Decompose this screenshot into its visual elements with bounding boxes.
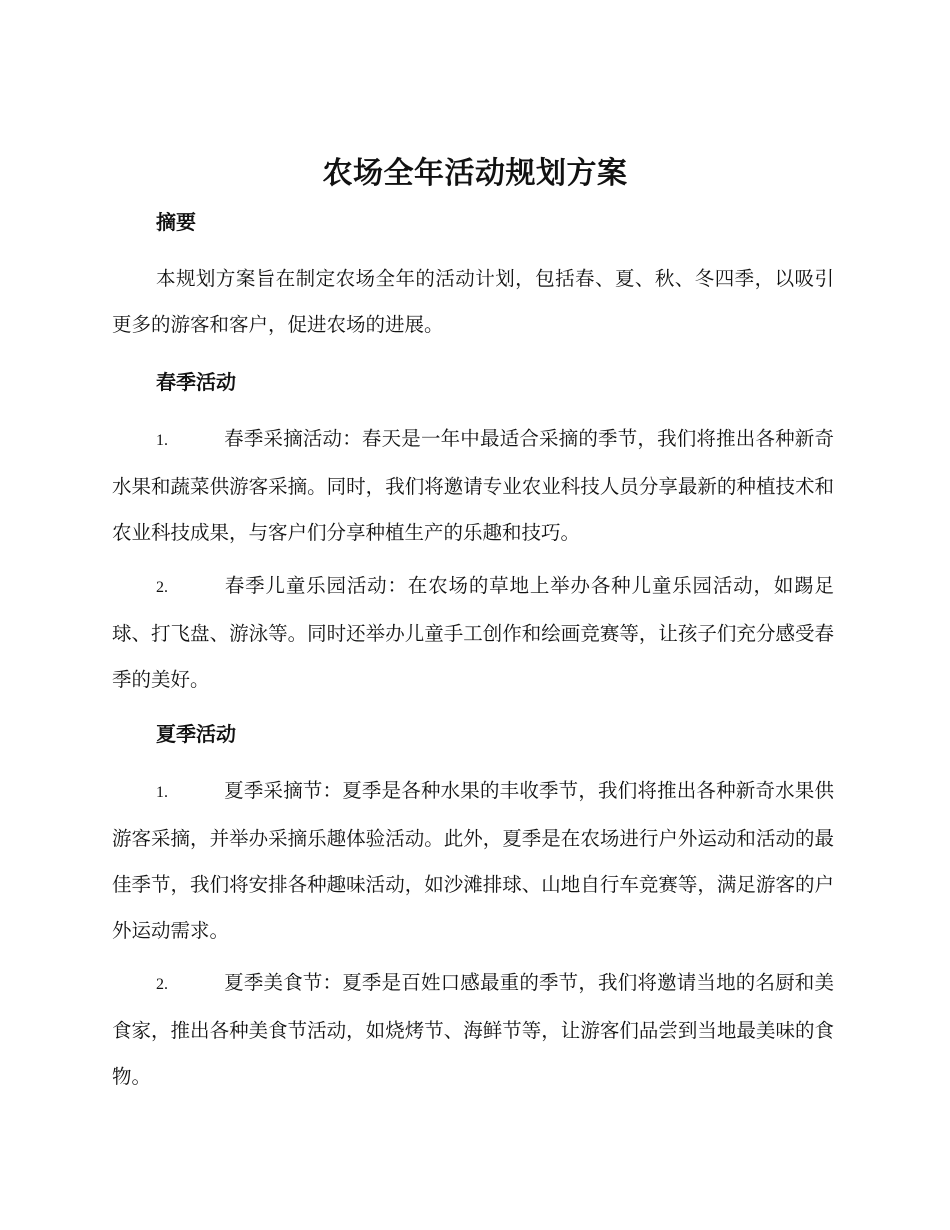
list-number: 2. — [156, 579, 168, 596]
list-item-text: 夏季采摘节：夏季是各种水果的丰收季节，我们将推出各种新奇水果供游客采摘，并举办采摘乐趣体验活动。此外，夏季是在农场进行户外运动和活动的最佳季节，我们将安排各种趣味活动，如沙滩排球、山地自行车竞赛等，满足游客的户外运动需求。 — [112, 779, 834, 942]
list-item-text: 夏季美食节：夏季是百姓口感最重的季节，我们将邀请当地的名厨和美食家，推出各种美食节活动，如烧烤节、海鲜节等，让游客们品尝到当地最美味的食物。 — [112, 971, 834, 1088]
summer-item-1 — [112, 768, 834, 954]
spring-item-1 — [112, 416, 834, 556]
list-number: 2. — [156, 976, 168, 993]
list-number: 1. — [156, 784, 168, 801]
list-item-text: 春季儿童乐园活动：在农场的草地上举办各种儿童乐园活动，如踢足球、打飞盘、游泳等。同时还举办儿童手工创作和绘画竞赛等，让孩子们充分感受春季的美好。 — [112, 574, 834, 691]
spring-heading: 春季活动 — [156, 370, 236, 394]
abstract-paragraph: 本规划方案旨在制定农场全年的活动计划，包括春、夏、秋、冬四季，以吸引更多的游客和客户，促进农场的进展。 — [112, 267, 834, 336]
abstract-heading: 摘要 — [156, 210, 196, 234]
list-item-text: 春季采摘活动：春天是一年中最适合采摘的季节，我们将推出各种新奇水果和蔬菜供游客采摘。同时，我们将邀请专业农业科技人员分享最新的种植技术和农业科技成果，与客户们分享种植生产的乐趣和技巧。 — [112, 427, 834, 544]
summer-heading: 夏季活动 — [156, 722, 236, 746]
spring-item-2 — [112, 563, 834, 703]
document-title: 农场全年活动规划方案 — [322, 156, 628, 191]
list-number: 1. — [156, 432, 168, 449]
summer-item-2 — [112, 960, 834, 1100]
